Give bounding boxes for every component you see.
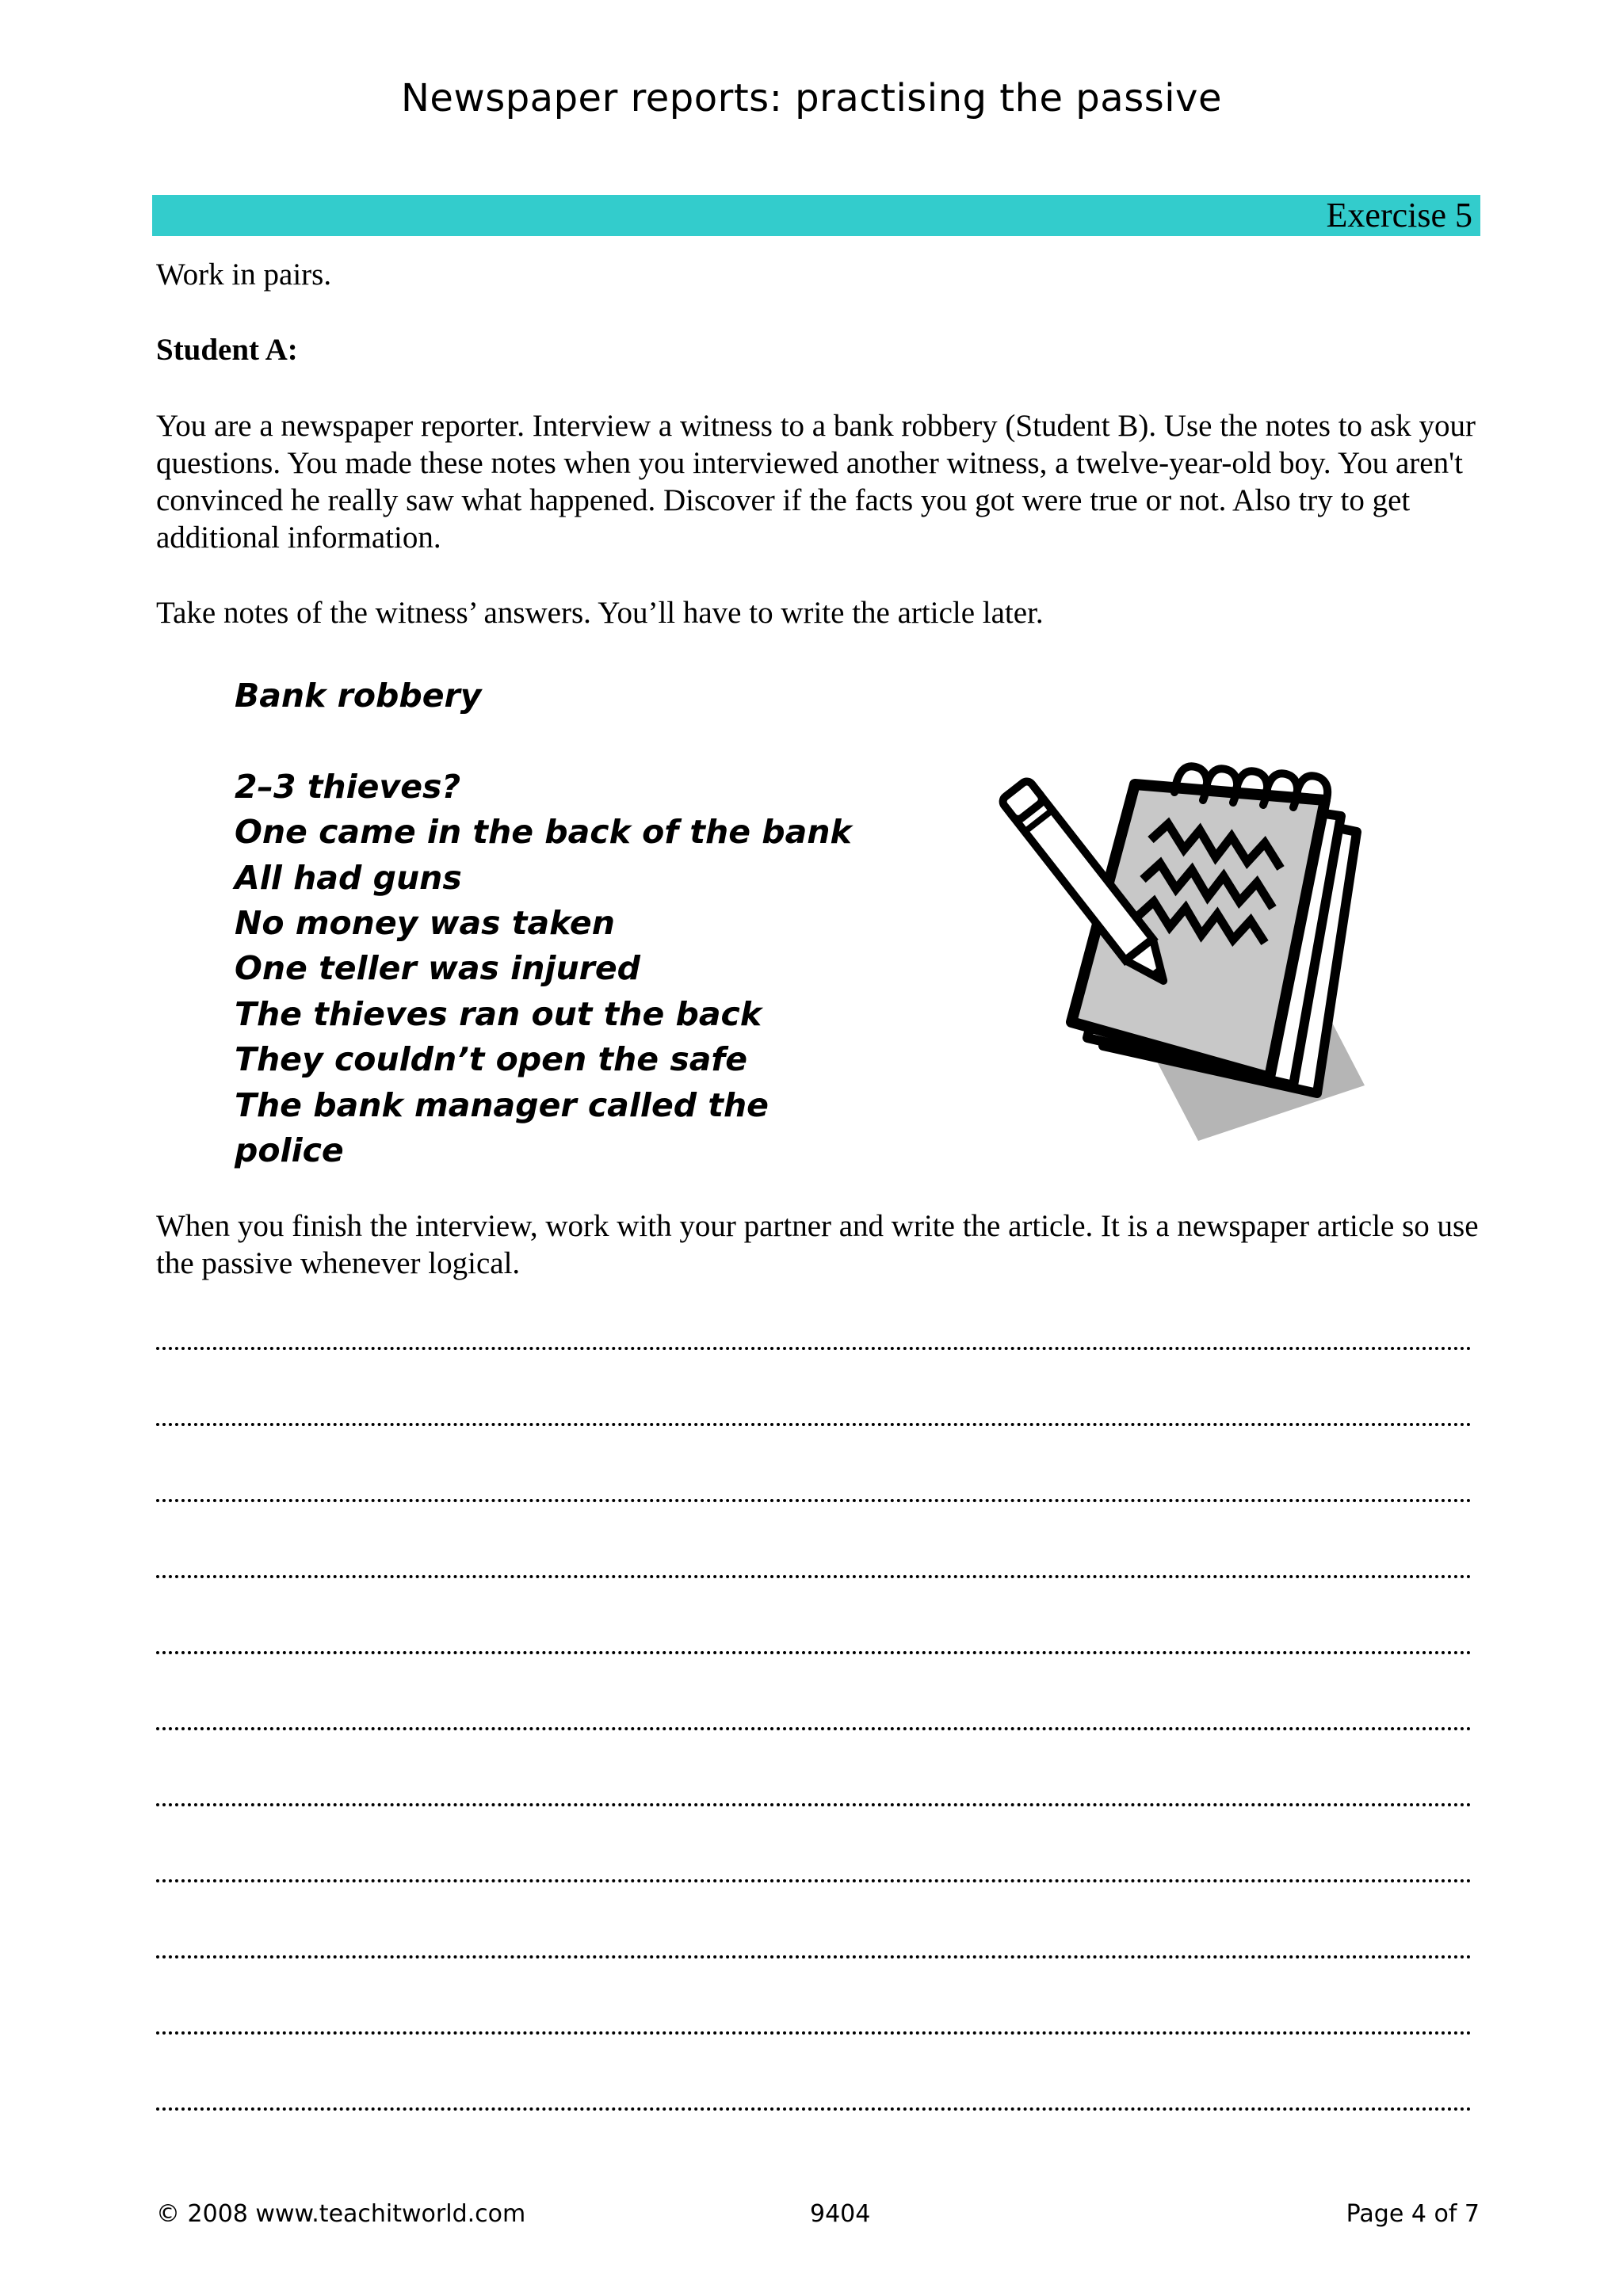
note-item: They couldn’t open the safe (235, 1040, 748, 1079)
notes-heading: Bank robbery (235, 677, 482, 715)
writing-line[interactable] (156, 2031, 1472, 2035)
instruction-text: Work in pairs. (156, 257, 332, 292)
writing-instruction-paragraph: When you finish the interview, work with your partner and write the article. It is a newspaper article so use the passive whenever logical. (156, 1209, 1479, 1280)
note-item: All had guns (235, 858, 462, 897)
footer-copyright: © 2008 www.teachitworld.com (156, 2200, 526, 2228)
writing-line[interactable] (156, 1803, 1472, 1806)
note-taking-paragraph: Take notes of the witness’ answers. You’ll have to write the article later. (156, 596, 1044, 630)
page-title: Newspaper reports: practising the passive (401, 76, 1222, 120)
writing-line[interactable] (156, 1575, 1472, 1578)
task-paragraph: You are a newspaper reporter. Interview a witness to a bank robbery (Student B). Use the notes to ask your questions. You made these notes when you interviewed another witness, a twelve-year-old boy. You aren't convinced he really saw what happened. Discover if the facts you got were true or not. Also try to get additional information. (156, 409, 1476, 555)
note-item: The bank manager called the police (235, 1085, 769, 1170)
note-item: The thieves ran out the back (235, 994, 762, 1033)
footer-code: 9404 (810, 2200, 871, 2228)
writing-line[interactable] (156, 1499, 1472, 1502)
writing-line[interactable] (156, 1727, 1472, 1730)
note-item: One came in the back of the bank (235, 813, 852, 852)
note-item: 2–3 thieves? (235, 767, 461, 806)
notepad-pencil-icon (960, 713, 1404, 1157)
writing-line[interactable] (156, 1879, 1472, 1882)
note-item: One teller was injured (235, 949, 641, 988)
writing-line[interactable] (156, 1651, 1472, 1654)
writing-line[interactable] (156, 1423, 1472, 1426)
exercise-label: Exercise 5 (1326, 196, 1472, 235)
writing-line[interactable] (156, 1955, 1472, 1958)
writing-line[interactable] (156, 1347, 1472, 1350)
exercise-header-bar (152, 195, 1480, 236)
writing-line[interactable] (156, 2107, 1472, 2111)
student-label: Student A: (156, 333, 298, 367)
note-item: No money was taken (235, 904, 615, 943)
witness-notes (235, 673, 852, 1173)
footer-page-number: Page 4 of 7 (1346, 2200, 1480, 2228)
